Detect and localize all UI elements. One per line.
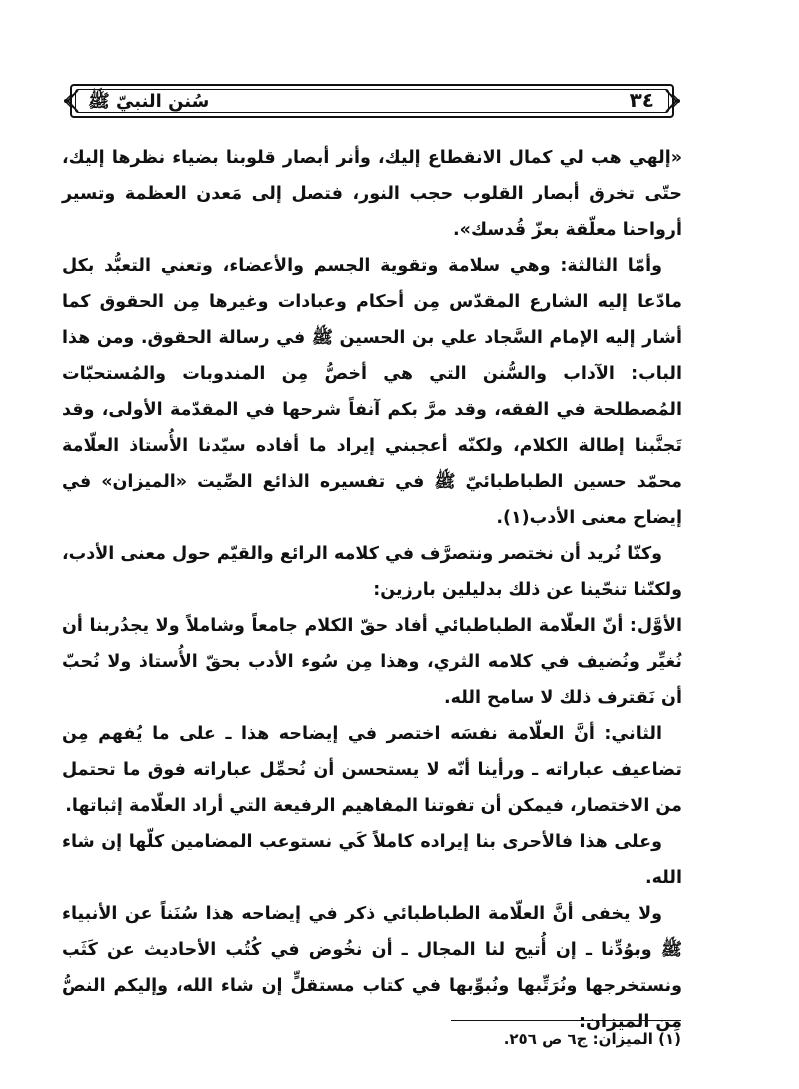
- running-title: سُنن النبيّ ﷺ: [88, 91, 210, 112]
- paragraph: الثاني: أنَّ العلّامة نفسَه اختصر في إيضاحه هذا ـ على ما يُفهم مِن تضاعيف عباراته ـ ورأينا أنّه لا يستحسن أن نُحمِّل عباراته فوق ما تحتمل من الاختصار، فيمكن أن تفوتنا المفاهيم الرفيعة التي أراد العلّامة إثباتها.: [62, 724, 682, 816]
- ornament-icon: [62, 88, 80, 114]
- page-number: ٣٤: [629, 88, 654, 112]
- page-body: [62, 140, 682, 1040]
- paragraph: وأمّا الثالثة: وهي سلامة وتقوية الجسم والأعضاء، وتعني التعبُّد بكل مادّعا إليه الشارع المقدّس مِن أحكام وعبادات وغيرها مِن الحقوق كما أشار إليه الإمام السَّجاد علي بن الحسين ﷺ في رسالة الحقوق. ومن هذا الباب: الآداب والسُّنن التي هي أخصُّ مِن المندوبات والمُستحبّات المُصطلحة في الفقه، وقد مرَّ بكم آنفاً شرحها في المقدّمة الأولى، وقد تَجنَّبنا إطالة الكلام، ولكنّه أعجبني إيراد ما أفاده سيّدنا الأُستاذ العلّامة محمّد حسين الطباطبائيّ ﷺ في تفسيره الذائع الصِّيت «الميزان» في إيضاح معنى الأدب(١).: [62, 256, 682, 528]
- paragraph: الأوَّل: أنّ العلّامة الطباطبائي أفاد حقّ الكلام جامعاً وشاملاً ولا يجدُربنا أن نُغيِّر ونُضيف في كلامه الثري، وهذا مِن سُوء الأدب بحقّ الأُستاذ ولا نُحبّ أن نَقترف ذلك لا سامح الله.: [62, 616, 682, 708]
- running-header: [62, 84, 682, 118]
- footnote-divider: [451, 1020, 681, 1021]
- paragraph: وكنّا نُريد أن نختصر ونتصرَّف في كلامه الرائع والقيّم حول معنى الأدب، ولكنّنا تنحّينا عن ذلك بدليلين بارزين:: [62, 544, 682, 600]
- paragraph: وعلى هذا فالأحرى بنا إيراده كاملاً كَي نستوعب المضامين كلّها إن شاء الله.: [62, 832, 682, 888]
- paragraph: «إلهي هب لي كمال الانقطاع إليك، وأنر أبصار قلوبنا بضياء نظرها إليك، حتّى تخرق أبصار القلوب حجب النور، فتصل إلى مَعدن العظمة وتسير أرواحنا معلّقة بعزّ قُدسك».: [62, 148, 682, 240]
- paragraph: ولا يخفى أنَّ العلّامة الطباطبائي ذكر في إيضاحه هذا سُنَناً عن الأنبياء ﷺ وبوُدِّنا ـ إن أُتيح لنا المجال ـ أن نخُوض في كُتُب الأحاديث عن كَثَب ونستخرجها ونُرَتِّبها ونُبوِّبها في كتاب مستقلٍّ إن شاء الله، وإليكم النصُّ مِن الميزان:: [62, 904, 682, 1032]
- footnote: (١) الميزان: ج٦ ص ٢٥٦.: [503, 1030, 681, 1048]
- ornament-icon: [664, 88, 682, 114]
